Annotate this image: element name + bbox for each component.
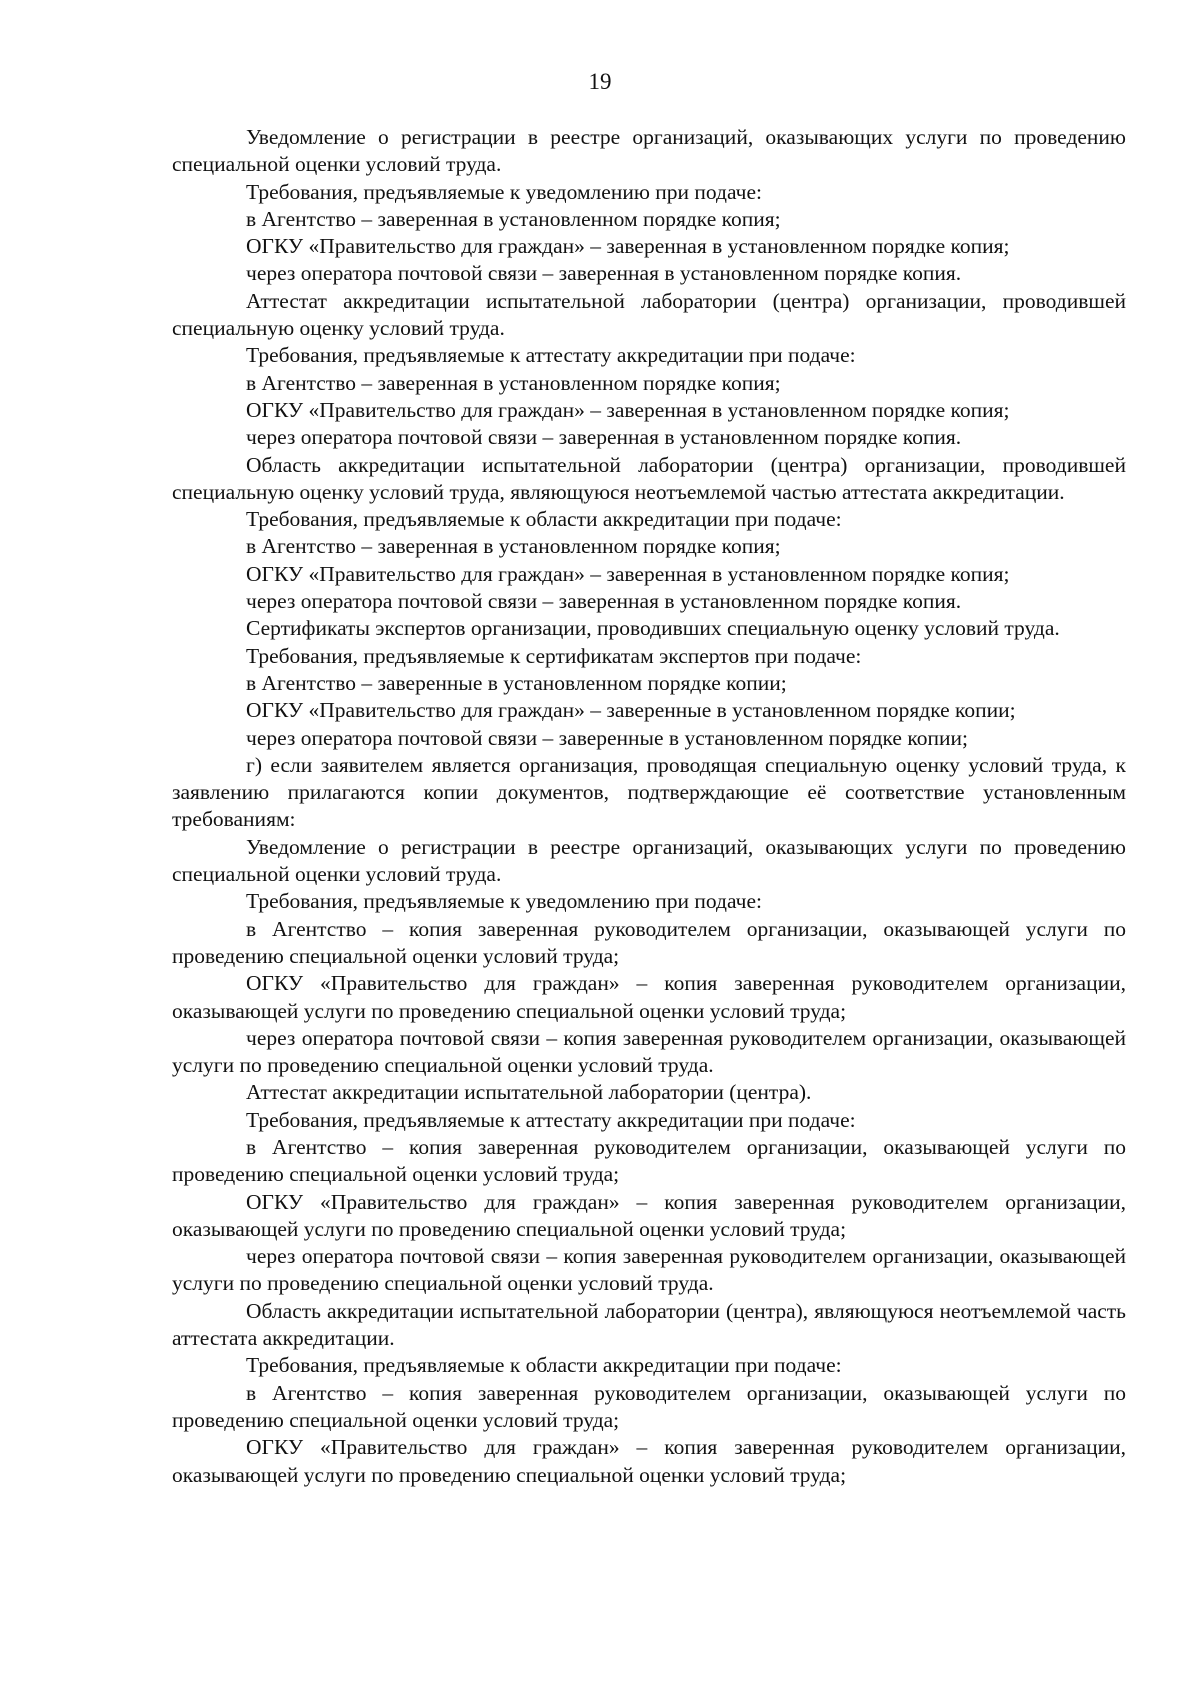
paragraph: ОГКУ «Правительство для граждан» – копия заверенная руководителем организации, оказывающей услуги по проведению специальной оценки условий труда; bbox=[172, 1435, 1126, 1487]
paragraph: Требования, предъявляемые к уведомлению при подаче: bbox=[246, 179, 762, 204]
paragraph: ОГКУ «Правительство для граждан» – заверенная в установленном порядке копия; bbox=[246, 397, 1010, 422]
paragraph: через оператора почтовой связи – заверенная в установленном порядке копия. bbox=[246, 261, 962, 286]
paragraph: Требования, предъявляемые к аттестату аккредитации при подаче: bbox=[246, 1107, 856, 1132]
paragraph: Сертификаты экспертов организации, проводивших специальную оценку условий труда. bbox=[246, 616, 1060, 641]
paragraph: г) если заявителем является организация, проводящая специальную оценку условий труда, к заявлению прилагаются копии документов, подтверждающие её соответствие установленным требованиям: bbox=[172, 752, 1126, 832]
page-number: 19 bbox=[588, 69, 612, 94]
paragraph: в Агентство – заверенные в установленном порядке копии; bbox=[246, 670, 787, 695]
paragraph: в Агентство – заверенная в установленном порядке копия; bbox=[246, 370, 781, 395]
paragraph: Область аккредитации испытательной лаборатории (центра), являющуюся неотъемлемой часть аттестата аккредитации. bbox=[172, 1298, 1126, 1351]
paragraph: Аттестат аккредитации испытательной лаборатории (центра) организации, проводившей специальную оценку условий труда. bbox=[172, 288, 1126, 341]
paragraph: через оператора почтовой связи – копия заверенная руководителем организации, оказывающей услуги по проведению специальной оценки условий труда. bbox=[172, 1244, 1126, 1296]
paragraph: в Агентство – копия заверенная руководителем организации, оказывающей услуги по проведению специальной оценки условий труда; bbox=[172, 1134, 1126, 1187]
paragraph: в Агентство – копия заверенная руководителем организации, оказывающей услуги по проведению специальной оценки условий труда; bbox=[172, 1380, 1126, 1432]
paragraph: через оператора почтовой связи – копия заверенная руководителем организации, оказывающей услуги по проведению специальной оценки условий труда. bbox=[172, 1025, 1126, 1078]
paragraph: Требования, предъявляемые к области аккредитации при подаче: bbox=[246, 1353, 842, 1378]
paragraph: ОГКУ «Правительство для граждан» – заверенная в установленном порядке копия; bbox=[246, 234, 1010, 259]
document-body bbox=[172, 124, 1126, 1489]
paragraph: Уведомление о регистрации в реестре организаций, оказывающих услуги по проведению специальной оценки условий труда. bbox=[172, 125, 1126, 177]
paragraph: в Агентство – заверенная в установленном порядке копия; bbox=[246, 206, 781, 231]
paragraph: Уведомление о регистрации в реестре организаций, оказывающих услуги по проведению специальной оценки условий труда. bbox=[172, 834, 1126, 887]
paragraph: ОГКУ «Правительство для граждан» – заверенные в установленном порядке копии; bbox=[246, 698, 1016, 723]
paragraph: Требования, предъявляемые к аттестату аккредитации при подаче: bbox=[246, 343, 856, 368]
paragraph: через оператора почтовой связи – заверенная в установленном порядке копия. bbox=[246, 425, 962, 450]
paragraph: Требования, предъявляемые к уведомлению при подаче: bbox=[246, 889, 762, 914]
paragraph: Требования, предъявляемые к области аккредитации при подаче: bbox=[246, 507, 842, 532]
paragraph: в Агентство – копия заверенная руководителем организации, оказывающей услуги по проведению специальной оценки условий труда; bbox=[172, 916, 1126, 968]
paragraph: через оператора почтовой связи – заверенные в установленном порядке копии; bbox=[246, 725, 968, 750]
paragraph: ОГКУ «Правительство для граждан» – копия заверенная руководителем организации, оказывающей услуги по проведению специальной оценки условий труда; bbox=[172, 971, 1126, 1023]
paragraph: ОГКУ «Правительство для граждан» – копия заверенная руководителем организации, оказывающей услуги по проведению специальной оценки условий труда; bbox=[172, 1189, 1126, 1241]
paragraph: ОГКУ «Правительство для граждан» – заверенная в установленном порядке копия; bbox=[246, 561, 1010, 586]
paragraph: Аттестат аккредитации испытательной лаборатории (центра). bbox=[246, 1080, 812, 1105]
paragraph: через оператора почтовой связи – заверенная в установленном порядке копия. bbox=[246, 589, 962, 614]
paragraph: Область аккредитации испытательной лаборатории (центра) организации, проводившей специальную оценку условий труда, являющуюся неотъемлемой частью аттестата аккредитации. bbox=[172, 452, 1126, 504]
paragraph: Требования, предъявляемые к сертификатам экспертов при подаче: bbox=[246, 643, 862, 668]
paragraph: в Агентство – заверенная в установленном порядке копия; bbox=[246, 534, 781, 559]
